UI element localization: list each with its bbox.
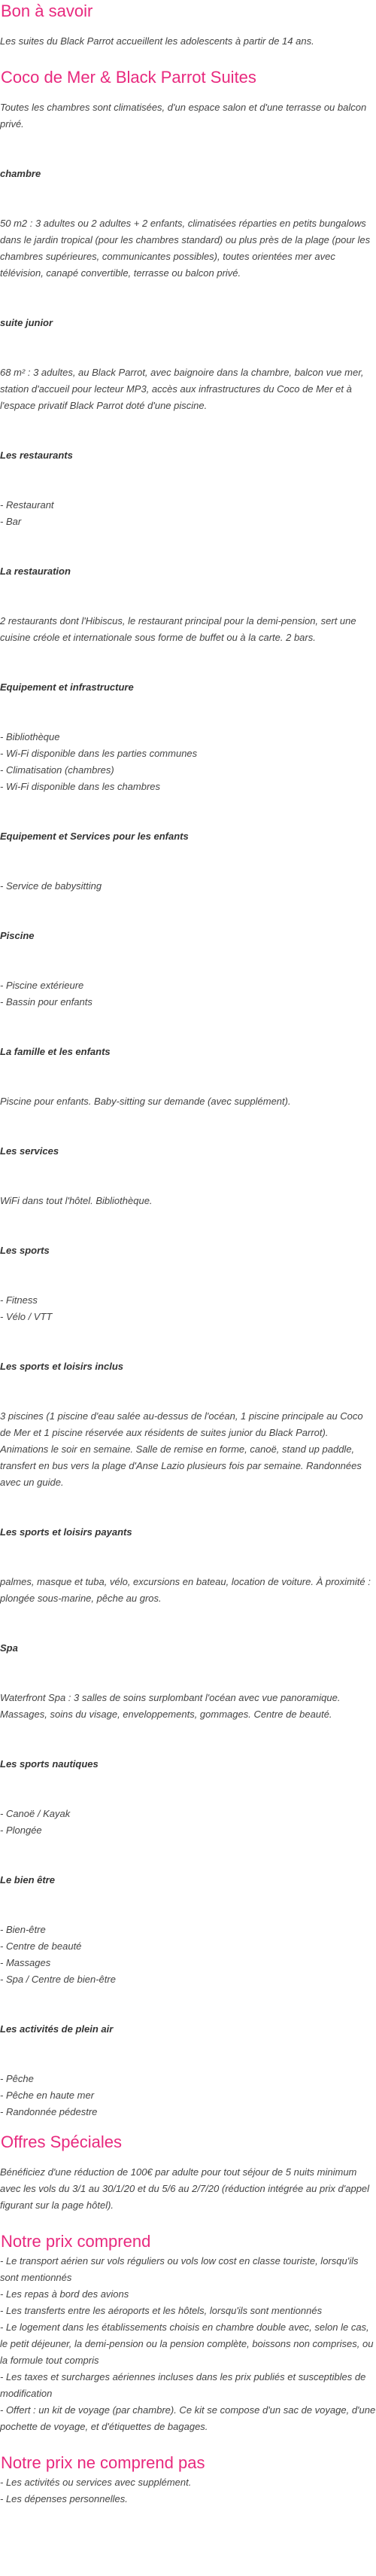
bon-a-savoir-text: Les suites du Black Parrot accueillent les adolescents à partir de 14 ans. [0, 35, 314, 47]
section-title-offres-speciales: Offres Spéciales [1, 2132, 123, 2151]
spa-text: Waterfront Spa : 3 salles de soins surplombant l'océan avec vue panoramique. Massages, soins du visage, enveloppements, gommages. Centre de beauté. [0, 1692, 341, 1720]
subheading-sports-payants: Les sports et loisirs payants [0, 1526, 132, 1538]
plein-air-list [0, 2071, 376, 2120]
sports-list [0, 1292, 376, 1325]
chambre-text: 50 m2 : 3 adultes ou 2 adultes + 2 enfants, climatisées réparties en petits bungalows dans le jardin tropical (pour les chambres standard) ou plus près de la plage (pour les chambres supérieures, communicantes possibles), toutes orientées mer avec télévision, canapé convertible, terrasse ou balcon privé. [0, 218, 371, 279]
list-item: - Vélo / VTT [0, 1311, 53, 1322]
sports-inclus-text: 3 piscines (1 piscine d'eau salée au-dessus de l'océan, 1 piscine principale au Coco de Mer et 1 piscine réservée aux résidents de suites junior du Black Parrot). Animations le soir en semaine. Salle de remise en forme, canoë, stand up paddle, transfert en bus vers la plage d'Anse Lazio plusieurs fois par semaine. Randonnées avec un guide. [0, 1410, 363, 1488]
offres-speciales-text: Bénéficiez d'une réduction de 100€ par adulte pour tout séjour de 5 nuits minimum avec les vols du 3/1 au 30/1/20 et du 5/6 au 2/7/20 (réduction intégrée au prix d'appel figurant sur la page hôtel). [0, 2166, 370, 2211]
subheading-bien-etre: Le bien être [0, 1874, 55, 1886]
list-item: - Service de babysitting [0, 880, 102, 892]
subheading-suite-junior: suite junior [0, 317, 53, 328]
subheading-sports-nautiques: Les sports nautiques [0, 1758, 99, 1770]
list-item: - Les taxes et surcharges aériennes incluses dans les prix publiés et susceptibles de modification [0, 2371, 366, 2399]
section-title-prix-comprend: Notre prix comprend [1, 2232, 151, 2251]
equipement-enfants-list [0, 878, 376, 895]
list-item: - Massages [0, 1957, 51, 1968]
list-item: - Piscine extérieure [0, 980, 84, 991]
list-item: - Fitness [0, 1294, 38, 1306]
list-item: - Les transferts entre les aéroports et les hôtels, lorsqu'ils sont mentionnés [0, 2305, 323, 2316]
famille-text: Piscine pour enfants. Baby-sitting sur demande (avec supplément). [0, 1096, 291, 1107]
section-title-bon-a-savoir: Bon à savoir [1, 2, 93, 20]
section-title-coco-de-mer: Coco de Mer & Black Parrot Suites [1, 68, 256, 87]
subheading-equipement-enfants: Equipement et Services pour les enfants [0, 831, 189, 842]
equipement-list [0, 729, 376, 795]
restauration-text: 2 restaurants dont l'Hibiscus, le restaurant principal pour la demi-pension, sert une cuisine créole et internationale sous forme de buffet ou à la carte. 2 bars. [0, 615, 356, 643]
piscine-list [0, 977, 376, 1011]
list-item: - Bibliothèque [0, 731, 60, 742]
suite-junior-text: 68 m² : 3 adultes, au Black Parrot, avec baignoire dans la chambre, balcon vue mer, station d'accueil pour lecteur MP3, accès aux infrastructures du Coco de Mer et à l'espace privatif Black Parrot doté d'une piscine. [0, 367, 364, 411]
list-item: - Le transport aérien sur vols réguliers ou vols low cost en classe touriste, lorsqu'ils sont mentionnés [0, 2255, 359, 2283]
list-item: - Canoë / Kayak [0, 1808, 71, 1819]
subheading-restauration: La restauration [0, 566, 71, 577]
subheading-sports: Les sports [0, 1245, 50, 1256]
list-item: - Les activités ou services avec supplément. [0, 2477, 192, 2488]
subheading-chambre: chambre [0, 168, 41, 179]
restaurants-list [0, 497, 376, 530]
subheading-spa: Spa [0, 1642, 18, 1654]
prix-ne-comprend-pas-list [0, 2474, 376, 2507]
list-item: - Wi-Fi disponible dans les parties communes [0, 748, 198, 759]
list-item: - Pêche [0, 2073, 34, 2084]
list-item: - Spa / Centre de bien-être [0, 1974, 116, 1985]
list-item: - Centre de beauté [0, 1940, 82, 1952]
prix-comprend-list [0, 2253, 376, 2435]
list-item: - Wi-Fi disponible dans les chambres [0, 781, 161, 792]
subheading-equipement: Equipement et infrastructure [0, 681, 134, 693]
subheading-sports-inclus: Les sports et loisirs inclus [0, 1361, 123, 1372]
section-title-prix-ne-comprend-pas: Notre prix ne comprend pas [1, 2453, 205, 2472]
list-item: - Les dépenses personnelles. [0, 2493, 128, 2504]
list-item: - Randonnée pédestre [0, 2106, 98, 2117]
list-item: - Pêche en haute mer [0, 2090, 95, 2101]
list-item: - Offert : un kit de voyage (par chambre). Ce kit se compose d'un sac de voyage, d'une pochette de voyage, et d'étiquettes de bagages. [0, 2404, 376, 2432]
sports-payants-text: palmes, masque et tuba, vélo, excursions en bateau, location de voiture. À proximité : plongée sous-marine, pêche au gros. [0, 1576, 371, 1604]
subheading-services: Les services [0, 1145, 59, 1157]
list-item: - Bien-être [0, 1924, 46, 1935]
subheading-restaurants: Les restaurants [0, 450, 73, 461]
subheading-famille: La famille et les enfants [0, 1046, 111, 1057]
subheading-plein-air: Les activités de plein air [0, 2023, 114, 2035]
list-item: - Bar [0, 516, 22, 527]
list-item: - Bassin pour enfants [0, 996, 92, 1008]
bien-etre-list [0, 1922, 376, 1988]
list-item: - Plongée [0, 1825, 42, 1836]
services-text: WiFi dans tout l'hôtel. Bibliothèque. [0, 1195, 153, 1206]
list-item: - Les repas à bord des avions [0, 2288, 129, 2300]
list-item: - Restaurant [0, 499, 54, 511]
subheading-piscine: Piscine [0, 930, 35, 941]
list-item: - Le logement dans les établissements choisis en chambre double avec, selon le cas, le petit déjeuner, la demi-pension ou la pension complète, boissons non comprises, ou la formule tout compris [0, 2321, 374, 2366]
sports-nautiques-list [0, 1806, 376, 1839]
coco-de-mer-text: Toutes les chambres sont climatisées, d'un espace salon et d'une terrasse ou balcon privé. [0, 102, 367, 130]
list-item: - Climatisation (chambres) [0, 764, 114, 776]
